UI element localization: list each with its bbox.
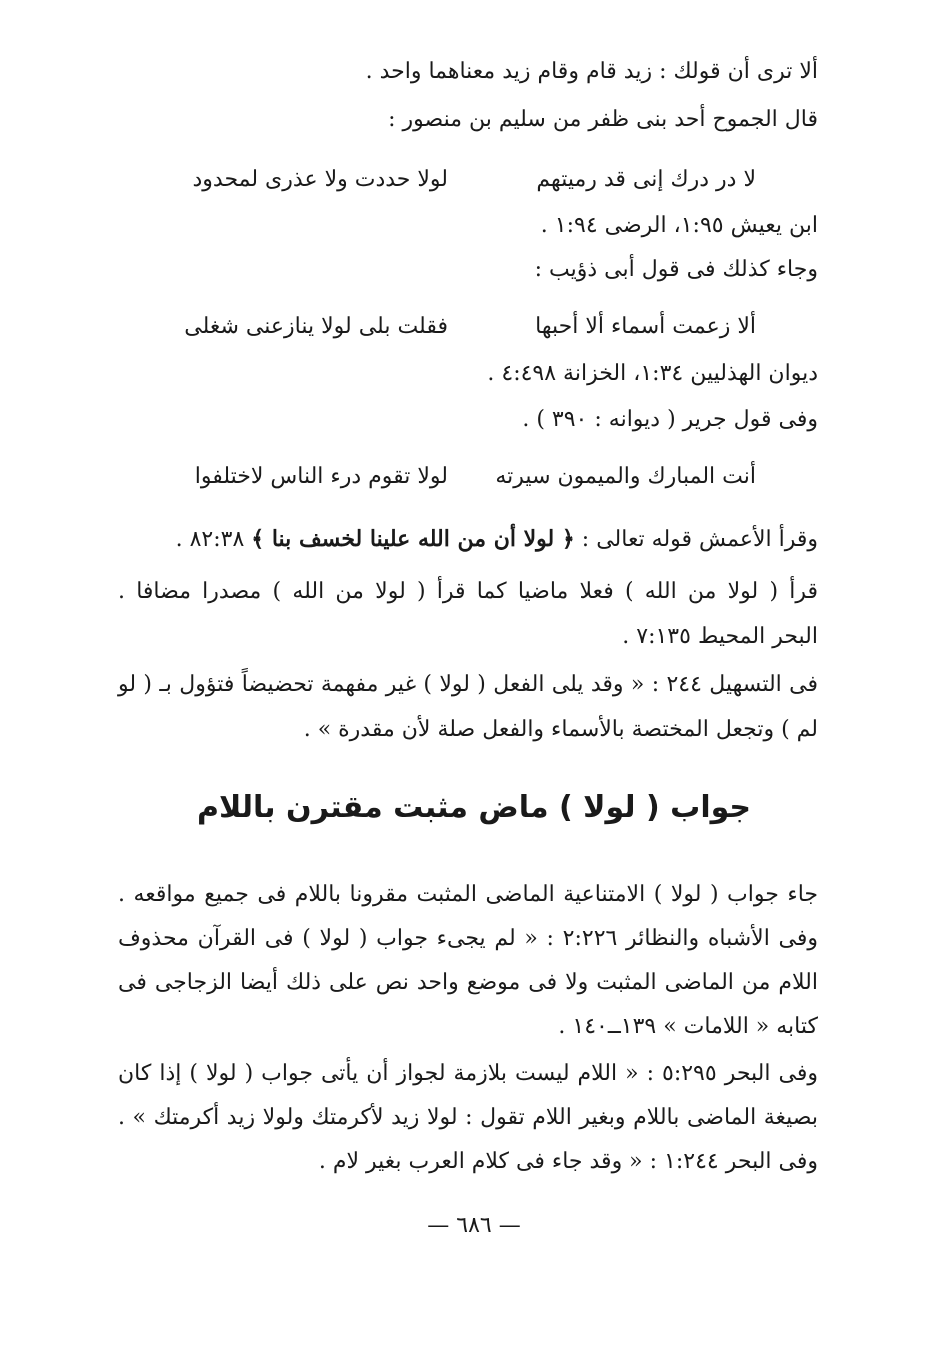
text-line: قال الجموح أحد بنى ظفر من سليم بن منصور :	[388, 107, 818, 132]
text-fragment: وقرأ الأعمش قوله تعالى :	[581, 527, 818, 552]
text-line: فى التسهيل ٢٤٤ : « وقد يلى الفعل ( لولا ) غير مفهمة تحضيضاً فتؤول بـ ( لو	[118, 672, 818, 697]
verse-second-hemistich: لولا تقوم درء الناس لاختلفوا	[194, 464, 448, 489]
text-line: وفى قول جرير ( ديوانه : ٣٩٠ ) .	[522, 407, 818, 432]
verse-reference: ٨٢:٣٨ .	[175, 527, 245, 552]
citation-line: البحر المحيط ٧:١٣٥ .	[622, 624, 818, 649]
text-line: لم ) وتجعل المختصة بالأسماء والفعل صلة لأن مقدرة » .	[303, 717, 818, 742]
citation-line: ديوان الهذليين ١:٣٤، الخزانة ٤:٤٩٨ .	[487, 361, 818, 386]
text-line: اللام من الماضى المثبت ولا فى موضع واحد نص على ذلك أيضا الزجاجى فى	[118, 970, 818, 995]
text-line: بصيغة الماضى باللام وبغير اللام تقول : لولا زيد لأكرمتك ولولا زيد أكرمتك » .	[118, 1105, 818, 1130]
citation-line: ابن يعيش ١:٩٥، الرضى ١:٩٤ .	[540, 213, 818, 238]
verse-first-hemistich: أنت المبارك والميمون سيرته	[495, 464, 756, 489]
quran-verse: ﴿ لولا أن من الله علينا لخسف بنا ﴾	[251, 526, 575, 552]
text-line: وفى الأشباه والنظائر ٢:٢٢٦ : « لم يجىء جواب ( لولا ) فى القرآن محذوف	[118, 926, 818, 951]
text-line: جاء جواب ( لولا ) الامتناعية الماضى المثبت مقرونا باللام فى جميع مواقعه .	[118, 882, 818, 907]
page-number: — ٦٨٦ —	[427, 1213, 521, 1238]
text-line: قرأ ( لولا من الله ) فعلا ماضيا كما قرأ ( لولا من الله ) مصدرا مضافا .	[118, 579, 818, 604]
text-line: ألا ترى أن قولك : زيد قام وقام زيد معناهما واحد .	[365, 59, 818, 84]
text-line: كتابه « اللامات » ١٣٩ــ١٤٠ .	[558, 1014, 818, 1039]
verse-first-hemistich: لا در درك إنى قد رميتهم	[536, 167, 756, 192]
section-heading: جواب ( لولا ) ماض مثبت مقترن باللام	[196, 790, 752, 825]
text-line: وفى البحر ٥:٢٩٥ : « اللام ليست بلازمة لجواز أن يأتى جواب ( لولا ) إذا كان	[118, 1061, 818, 1086]
quran-citation-line	[118, 522, 818, 557]
verse-second-hemistich: لولا حددت ولا عذرى لمحدود	[192, 167, 448, 192]
text-line: وجاء كذلك فى قول أبى ذؤيب :	[534, 257, 818, 282]
verse-second-hemistich: فقلت بلى لولا ينازعنى شغلى	[184, 314, 448, 339]
verse-first-hemistich: ألا زعمت أسماء ألا أحبها	[535, 314, 756, 339]
text-line: وفى البحر ١:٢٤٤ : « وقد جاء فى كلام العرب بغير لام .	[318, 1149, 818, 1174]
